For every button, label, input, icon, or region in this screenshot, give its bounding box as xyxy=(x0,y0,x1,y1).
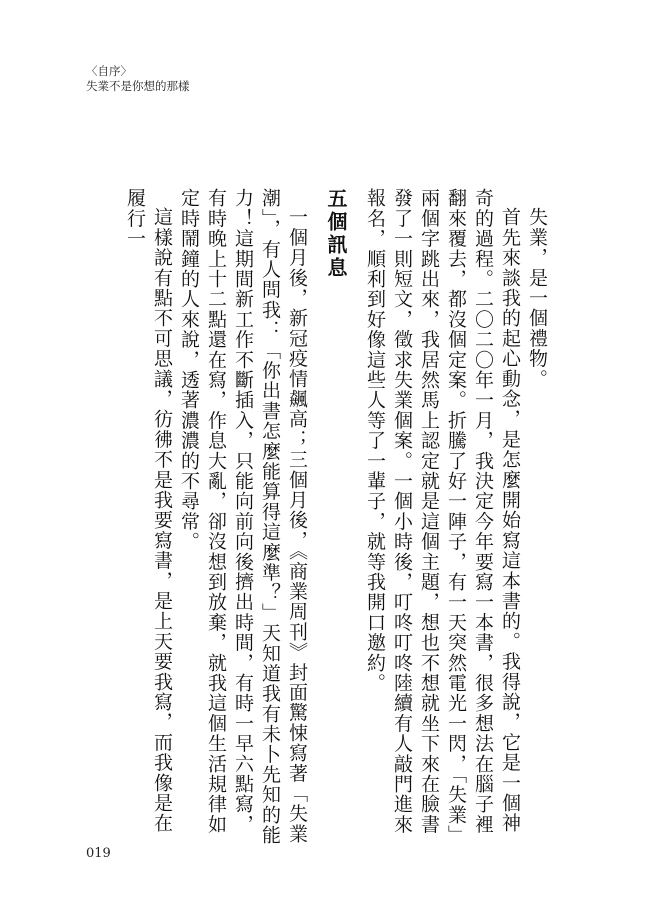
chapter-title: 失業不是你想的那樣 xyxy=(86,79,190,93)
running-header xyxy=(86,64,190,94)
page-number: 019 xyxy=(86,846,111,861)
paragraph-reflection: 這樣說有點不可思議，彷彿不是我要寫書，是上天要我寫，而我像是在履行一 xyxy=(124,188,173,834)
section-heading: 五個訊息 xyxy=(324,188,348,280)
vertical-body-text xyxy=(121,188,550,848)
paragraph-timeline: 一個月後，新冠疫情飆高；三個月後，《商業周刊》封面驚悚寫著「失業潮」，有人問我：「你出書怎麼能算得這麼準？」天知道我有未卜先知的能力！這期間新工作不斷插入，只能向前向後擠出時間，有時一早六點寫，有時晚上十二點還在寫，作息大亂，卻沒想到放棄，就我這個生活規律如定時鬧鐘的人來說，透著濃濃的不尋常。 xyxy=(178,188,308,846)
section-label: 〈自序〉 xyxy=(86,64,132,78)
paragraph-opening: 失業，是一個禮物。 xyxy=(526,207,548,389)
paragraph-origin: 首先來談我的起心動念，是怎麼開始寫這本書的。我得說，它是一個神奇的過程。二〇二〇年一月，我決定今年要寫一本書，很多想法在腦子裡翻來覆去，都沒個定案。折騰了好一陣子，有一天突然電光一閃，「失業」兩個字跳出來，我居然馬上認定就是這個主題，想也不想就坐下來在臉書發了一則短文，徵求失業個案。一個小時後，叮咚叮咚陸續有人敲門進來報名，順利到好像這些人等了一輩子，就等我開口邀約。 xyxy=(364,188,521,846)
